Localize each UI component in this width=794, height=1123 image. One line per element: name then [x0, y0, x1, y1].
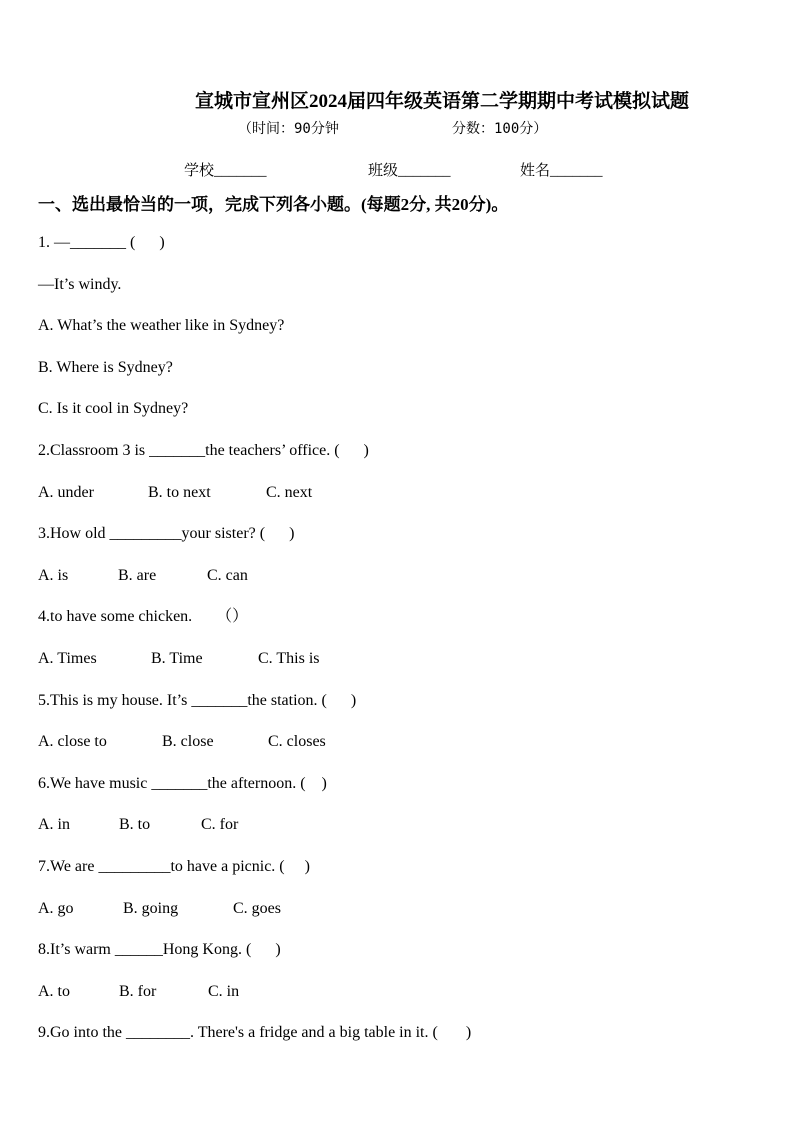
school-field: 学校_______	[184, 163, 267, 179]
question-line: 7.We are _________to have a picnic. ( )	[38, 858, 310, 875]
option: A. go	[38, 899, 74, 917]
question-line: C. Is it cool in Sydney?	[38, 400, 189, 418]
question-line: 8.It’s warm ______Hong Kong. ( )	[38, 941, 281, 959]
exam-score: 分数：100分）	[452, 121, 548, 137]
question-line: 4.to have some chicken. （）	[38, 608, 249, 626]
option: C. This is	[258, 650, 320, 667]
option: C. for	[201, 816, 239, 834]
option: C. closes	[268, 733, 326, 751]
option: A. is	[38, 566, 69, 584]
question-line: 3.How old _________your sister? ( )	[38, 525, 295, 543]
class-field: 班级_______	[368, 163, 451, 179]
question-line: 5.This is my house. It’s _______the station. ( )	[38, 691, 357, 709]
section-heading: 一、选出最恰当的一项，完成下列各小题。(每题2分, 共20分)。	[38, 195, 509, 214]
question-line: —It’s windy.	[38, 275, 122, 293]
option: A. to	[38, 982, 70, 1000]
option: A. close to	[38, 733, 107, 751]
option: A. in	[38, 816, 70, 834]
option: B. going	[123, 899, 179, 917]
page-title: 宣城市宣州区2024届四年级英语第二学期期中考试模拟试题	[194, 91, 689, 112]
question-line: 2.Classroom 3 is _______the teachers’ office. ( )	[38, 442, 369, 459]
question-line: 1. —_______ ( )	[38, 234, 165, 251]
option: B. are	[118, 566, 157, 584]
option: C. in	[208, 982, 240, 1000]
option: B. to next	[148, 483, 211, 501]
option: B. for	[119, 982, 157, 1000]
option: C. goes	[233, 899, 281, 917]
exam-time: （时间：90分钟	[238, 121, 339, 137]
option: B. Time	[151, 650, 203, 667]
name-field: 姓名_______	[520, 163, 603, 179]
question-line: B. Where is Sydney?	[38, 358, 173, 376]
option: B. close	[162, 733, 214, 751]
question-line: 6.We have music _______the afternoon. ( )	[38, 774, 327, 792]
option: C. next	[266, 483, 313, 501]
option: A. under	[38, 483, 94, 501]
option: B. to	[119, 816, 151, 834]
option: A. Times	[38, 650, 97, 667]
question-line: 9.Go into the ________. There's a fridge and a big table in it. ( )	[38, 1024, 472, 1042]
question-line: A. What’s the weather like in Sydney?	[38, 317, 285, 335]
option: C. can	[207, 566, 248, 584]
